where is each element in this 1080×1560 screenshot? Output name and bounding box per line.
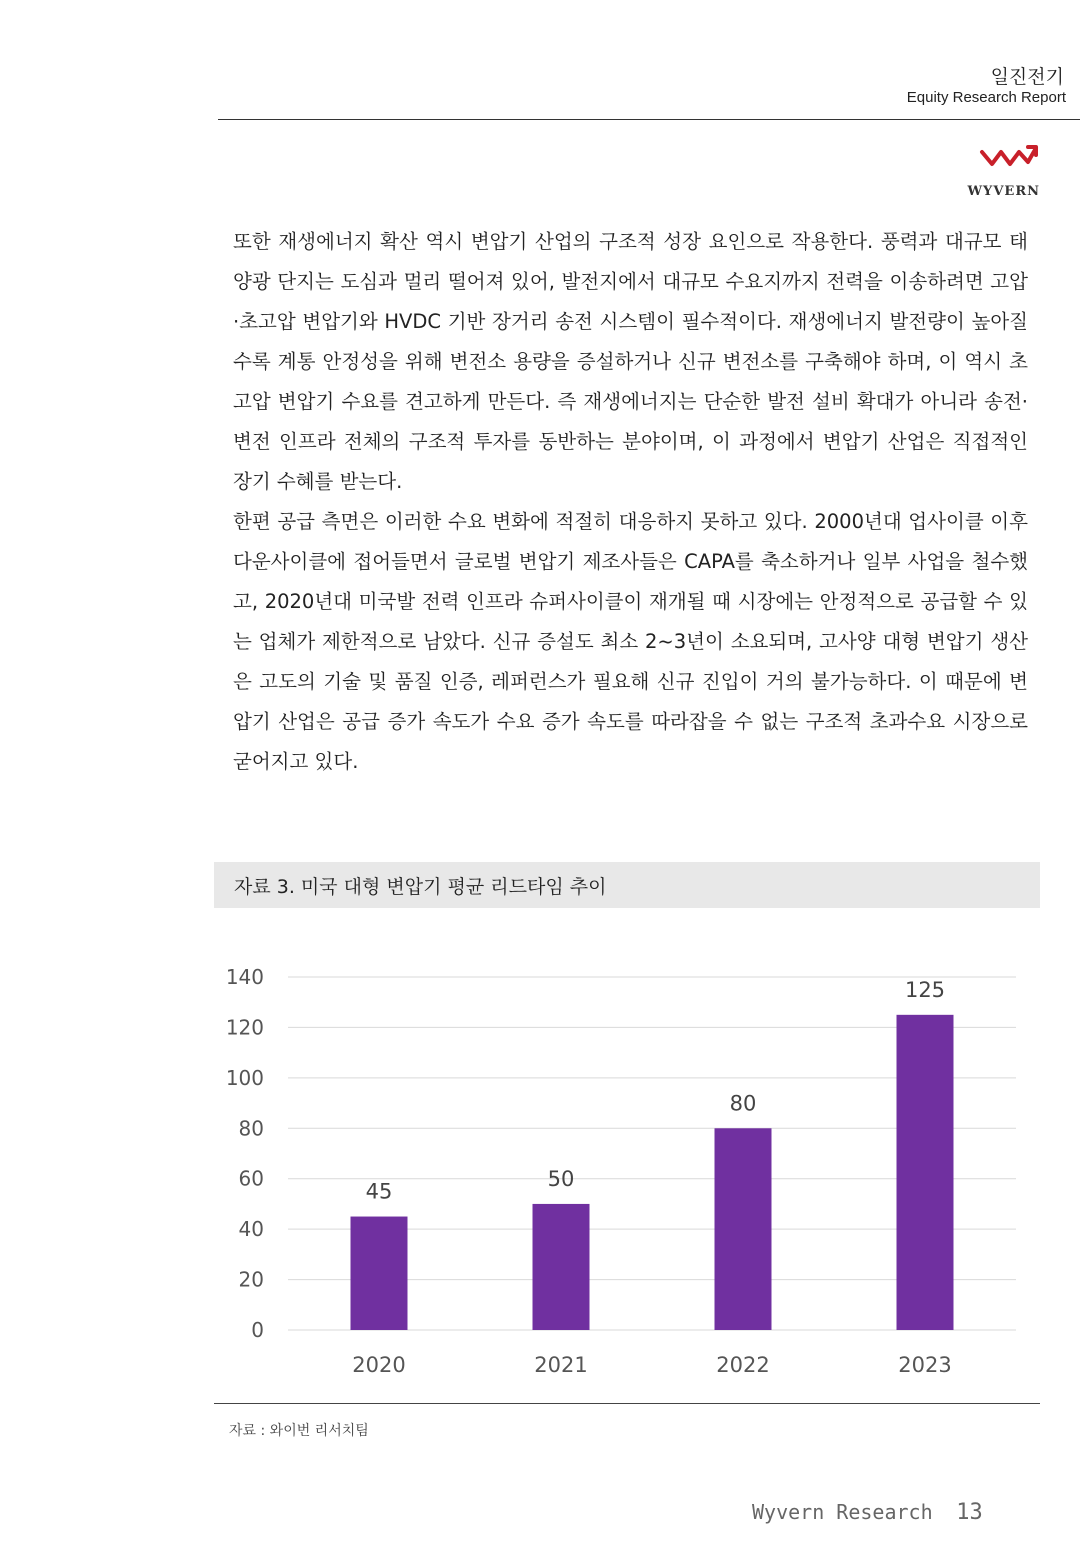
x-tick-label: 2020: [352, 1353, 406, 1377]
bar: [897, 1015, 954, 1330]
chart-bottom-rule: [214, 1403, 1040, 1404]
data-label: 45: [365, 1179, 393, 1204]
y-tick-label: 140: [225, 965, 264, 989]
header-divider: [218, 119, 1080, 120]
data-label: 125: [904, 977, 946, 1002]
data-label: 50: [547, 1166, 575, 1191]
data-label: 80: [729, 1091, 757, 1116]
page-number: 13: [956, 1500, 983, 1525]
paragraph-renewables: 또한 재생에너지 확산 역시 변압기 산업의 구조적 성장 요인으로 작용한다. 풍력과 대규모 태양광 단지는 도심과 멀리 떨어져 있어, 발전지에서 대규모 수요지까지 전력을 이송하려면 고압·초고압 변압기와 HVDC 기반 장거리 송전 시스템이 필수적이다. 재생에너지 발전량이 높아질수록 계통 안정성을 위해 변전소 용량을 증설하거나 신규 변전소를 구축해야 하며, 이 역시 초고압 변압기 수요를 견고하게 만든다. 즉 재생에너지는 단순한 발전 설비 확대가 아니라 송전·변전 인프라 전체의 구조적 투자를 동반하는 분야이며, 이 과정에서 변압기 산업은 직접적인 장기 수혜를 받는다.: [233, 230, 1028, 493]
header-company-name: 일진전기: [990, 66, 1064, 88]
footer-brand: Wyvern Research: [752, 1500, 933, 1524]
logo-wordmark: WYVERN: [967, 184, 1040, 199]
y-tick-label: 20: [238, 1267, 264, 1292]
page-footer: [752, 1500, 983, 1525]
header-report-type: Equity Research Report: [906, 89, 1066, 106]
y-tick-label: 60: [238, 1166, 264, 1191]
bar: [715, 1128, 772, 1330]
y-tick-label: 0: [251, 1318, 264, 1342]
bar: [533, 1204, 590, 1330]
figure-source: 자료 : 와이번 리서치팀: [229, 1423, 369, 1439]
y-tick-label: 120: [225, 1015, 264, 1040]
chart-canvas: [214, 940, 1040, 1400]
figure-title: 자료 3. 미국 대형 변압기 평균 리드타임 추이: [234, 876, 607, 898]
x-tick-label: 2021: [534, 1353, 588, 1377]
y-tick-label: 80: [238, 1116, 264, 1141]
wyvern-zigzag-arrow-icon: [978, 140, 1040, 180]
bar: [351, 1217, 408, 1330]
paragraph-supply: 한편 공급 측면은 이러한 수요 변화에 적절히 대응하지 못하고 있다. 2000년대 업사이클 이후 다운사이클에 접어들면서 글로벌 변압기 제조사들은 CAPA를 축소하거나 일부 사업을 철수했고, 2020년대 미국발 전력 인프라 슈퍼사이클이 재개될 때 시장에는 안정적으로 공급할 수 있는 업체가 제한적으로 남았다. 신규 증설도 최소 2~3년이 소요되며, 고사양 대형 변압기 생산은 고도의 기술 및 품질 인증, 레퍼런스가 필요해 신규 진입이 거의 불가능하다. 이 때문에 변압기 산업은 공급 증가 속도가 수요 증가 속도를 따라잡을 수 없는 구조적 초과수요 시장으로 굳어지고 있다.: [233, 510, 1028, 773]
y-tick-label: 40: [238, 1217, 264, 1242]
x-tick-label: 2022: [716, 1353, 770, 1377]
x-tick-label: 2023: [898, 1353, 952, 1377]
lead-time-bar-chart: [214, 940, 1040, 1400]
y-tick-label: 100: [225, 1065, 264, 1090]
brand-logo: [940, 140, 1040, 202]
body-text: [233, 222, 1028, 782]
figure-title-bar: [214, 862, 1040, 908]
